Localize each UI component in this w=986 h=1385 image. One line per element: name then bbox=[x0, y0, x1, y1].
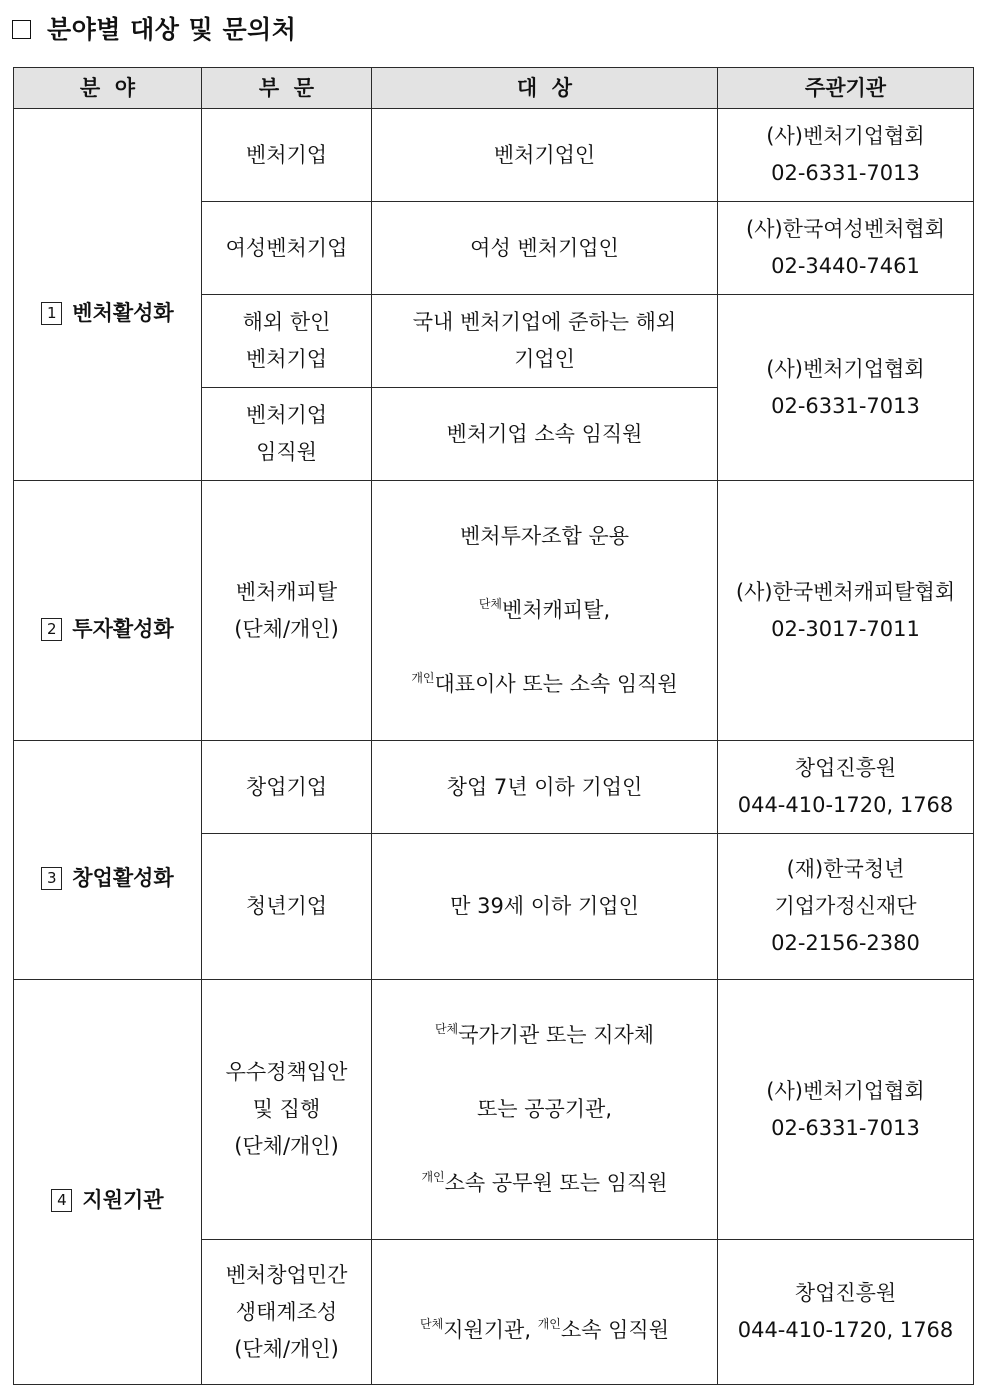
group-superscript: 단체 bbox=[478, 597, 503, 611]
target-part-text: 지원기관, bbox=[443, 1318, 538, 1342]
division-cell: 청년기업 bbox=[202, 834, 372, 980]
target-cell: 벤처기업 소속 임직원 bbox=[372, 388, 718, 481]
individual-superscript: 개인 bbox=[537, 1317, 561, 1331]
target-line bbox=[376, 666, 713, 703]
field-cell bbox=[14, 481, 202, 741]
individual-superscript: 개인 bbox=[421, 1170, 445, 1184]
checkbox-square-icon bbox=[12, 20, 31, 39]
division-cell: 창업기업 bbox=[202, 741, 372, 834]
section-title bbox=[12, 8, 296, 48]
group-superscript: 단체 bbox=[420, 1317, 444, 1331]
target-line bbox=[376, 1165, 713, 1202]
target-cell bbox=[372, 481, 718, 741]
title-text: 분야별 대상 및 문의처 bbox=[47, 15, 297, 44]
contact-table bbox=[13, 67, 974, 1385]
field-name: 지원기관 bbox=[82, 1188, 164, 1212]
target-line bbox=[376, 1091, 713, 1128]
division-cell: 벤처캐피탈 (단체/개인) bbox=[202, 481, 372, 741]
target-line bbox=[376, 1017, 713, 1054]
field-cell bbox=[14, 109, 202, 481]
target-cell: 만 39세 이하 기업인 bbox=[372, 834, 718, 980]
field-name: 투자활성화 bbox=[72, 616, 174, 641]
target-line bbox=[376, 592, 713, 629]
org-cell: (사)한국여성벤처협회 02-3440-7461 bbox=[718, 202, 974, 295]
header-division: 부 문 bbox=[202, 68, 372, 109]
table-row bbox=[14, 481, 974, 741]
target-line bbox=[376, 518, 713, 555]
table-row bbox=[14, 741, 974, 834]
field-number-box: 2 bbox=[41, 618, 62, 641]
target-cell: 창업 7년 이하 기업인 bbox=[372, 741, 718, 834]
division-cell: 벤처기업 bbox=[202, 109, 372, 202]
division-cell: 여성벤처기업 bbox=[202, 202, 372, 295]
target-line-text: 대표이사 또는 소속 임직원 bbox=[434, 672, 678, 696]
target-cell: 여성 벤처기업인 bbox=[372, 202, 718, 295]
target-line-text: 또는 공공기관, bbox=[476, 1097, 613, 1121]
field-name: 창업활성화 bbox=[72, 866, 174, 890]
field-number-box: 1 bbox=[41, 302, 62, 325]
target-part-text: 소속 임직원 bbox=[560, 1318, 669, 1342]
header-target: 대 상 bbox=[372, 68, 718, 109]
org-cell: 창업진흥원 044-410-1720, 1768 bbox=[718, 741, 974, 834]
org-cell: (사)한국벤처캐피탈협회 02-3017-7011 bbox=[718, 481, 974, 741]
group-superscript: 단체 bbox=[434, 1022, 459, 1036]
division-cell: 해외 한인 벤처기업 bbox=[202, 295, 372, 388]
target-cell bbox=[372, 980, 718, 1240]
org-cell: (사)벤처기업협회 02-6331-7013 bbox=[718, 295, 974, 481]
target-cell bbox=[372, 1240, 718, 1385]
org-cell: (사)벤처기업협회 02-6331-7013 bbox=[718, 109, 974, 202]
header-field: 분 야 bbox=[14, 68, 202, 109]
target-cell: 벤처기업인 bbox=[372, 109, 718, 202]
target-cell: 국내 벤처기업에 준하는 해외 기업인 bbox=[372, 295, 718, 388]
table-row bbox=[14, 980, 974, 1240]
field-cell bbox=[14, 741, 202, 980]
org-cell: (사)벤처기업협회 02-6331-7013 bbox=[718, 980, 974, 1240]
target-line-text: 국가기관 또는 지자체 bbox=[458, 1023, 655, 1047]
division-cell: 우수정책입안 및 집행 (단체/개인) bbox=[202, 980, 372, 1240]
field-cell bbox=[14, 980, 202, 1385]
org-cell: (재)한국청년 기업가정신재단 02-2156-2380 bbox=[718, 834, 974, 980]
field-number-box: 3 bbox=[41, 867, 62, 890]
field-name: 벤처활성화 bbox=[72, 300, 174, 325]
header-org: 주관기관 bbox=[718, 68, 974, 109]
table-row bbox=[14, 109, 974, 202]
target-line-text: 소속 공무원 또는 임직원 bbox=[444, 1171, 668, 1195]
target-line-text: 벤처캐피탈, bbox=[502, 598, 611, 622]
individual-superscript: 개인 bbox=[411, 671, 435, 685]
header-row bbox=[14, 68, 974, 109]
division-cell: 벤처창업민간 생태계조성 (단체/개인) bbox=[202, 1240, 372, 1385]
division-cell: 벤처기업 임직원 bbox=[202, 388, 372, 481]
field-number-box: 4 bbox=[51, 1189, 72, 1212]
org-cell: 창업진흥원 044-410-1720, 1768 bbox=[718, 1240, 974, 1385]
target-line-text: 벤처투자조합 운용 bbox=[460, 524, 629, 548]
